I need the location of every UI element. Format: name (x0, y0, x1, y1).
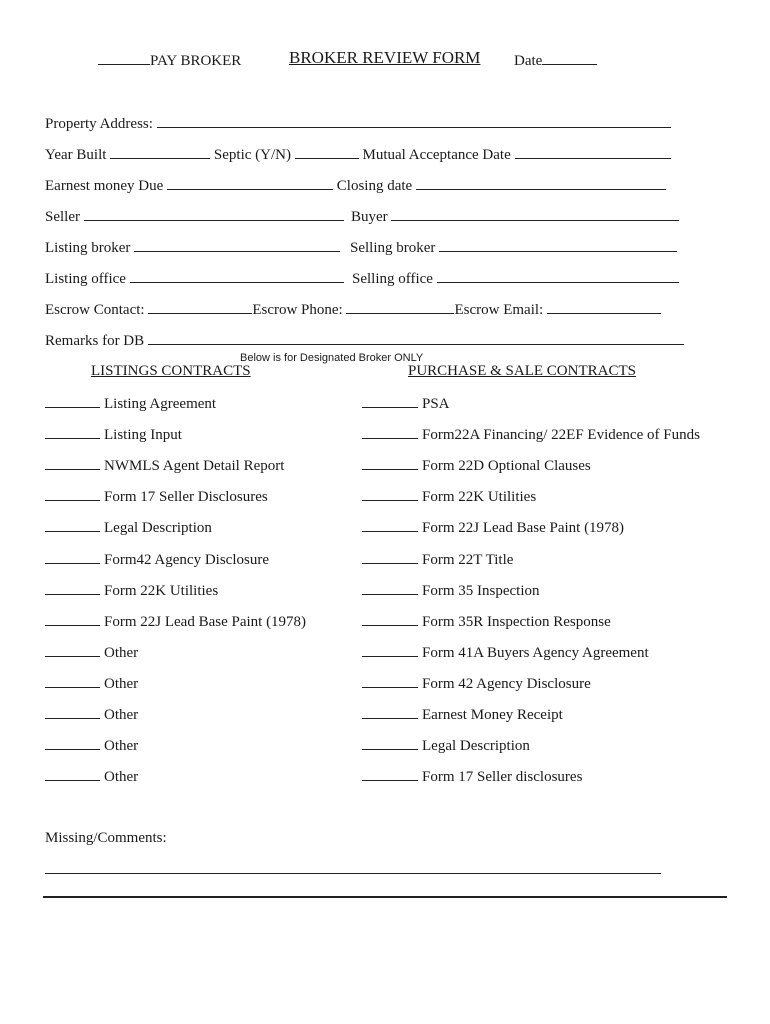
listing-checkoff-blank[interactable] (45, 736, 100, 750)
listing-item-label: Form 17 Seller Disclosures (104, 489, 268, 505)
purchase-checklist-row (362, 456, 591, 475)
selling-office-label: Selling office (352, 271, 433, 287)
escrow-contact-label: Escrow Contact: (45, 302, 145, 318)
purchase-item-label: Form 42 Agency Disclosure (422, 676, 591, 692)
listing-item-label: Other (104, 707, 139, 723)
purchase-checkoff-blank[interactable] (362, 518, 418, 532)
listing-checklist-row (45, 550, 269, 569)
listing-item-label: Form 22K Utilities (104, 583, 219, 599)
form-title: BROKER REVIEW FORM (289, 48, 481, 67)
purchase-sale-contracts-heading: PURCHASE & SALE CONTRACTS (408, 363, 636, 379)
purchase-checkoff-blank[interactable] (362, 674, 418, 688)
selling-office-field (352, 269, 679, 288)
listing-checklist-row (45, 425, 182, 444)
purchase-checklist-row (362, 767, 582, 786)
purchase-checklist-row (362, 612, 611, 631)
escrow-email-blank[interactable] (547, 300, 661, 314)
purchase-checklist-row (362, 674, 591, 693)
earnest-money-label: Earnest money Due (45, 178, 164, 194)
missing-comments-label: Missing/Comments: (45, 830, 167, 846)
purchase-item-label: Form 22D Optional Clauses (422, 458, 591, 474)
property-address-blank[interactable] (157, 114, 671, 128)
listing-checklist-row (45, 643, 138, 662)
escrow-row (45, 300, 661, 319)
purchase-checklist-row (362, 394, 450, 413)
pay-broker-blank[interactable] (98, 51, 150, 65)
listing-checkoff-blank[interactable] (45, 581, 100, 595)
listing-broker-field (45, 238, 340, 257)
listing-item-label: Other (104, 645, 139, 661)
listing-office-field (45, 269, 344, 288)
purchase-checklist-row (362, 643, 649, 662)
remarks-blank[interactable] (148, 331, 684, 345)
designated-broker-note: Below is for Designated Broker ONLY (240, 352, 424, 364)
listing-checklist-row (45, 581, 218, 600)
mutual-acceptance-blank[interactable] (515, 145, 671, 159)
listing-broker-blank[interactable] (134, 238, 340, 252)
listing-item-label: Other (104, 769, 139, 785)
listing-checklist-row (45, 456, 284, 475)
bottom-divider (43, 896, 727, 898)
listing-checklist-row (45, 705, 138, 724)
remarks-row (45, 331, 684, 350)
selling-broker-field (350, 238, 677, 257)
buyer-blank[interactable] (391, 207, 679, 221)
listing-checkoff-blank[interactable] (45, 456, 100, 470)
listing-checkoff-blank[interactable] (45, 705, 100, 719)
buyer-label: Buyer (351, 209, 388, 225)
seller-label: Seller (45, 209, 80, 225)
seller-field (45, 207, 344, 226)
purchase-checkoff-blank[interactable] (362, 643, 418, 657)
listing-item-label: Listing Agreement (104, 396, 217, 412)
listing-checkoff-blank[interactable] (45, 674, 100, 688)
purchase-checklist-row (362, 705, 563, 724)
property-address-row (45, 114, 671, 133)
septic-blank[interactable] (295, 145, 359, 159)
listing-broker-label: Listing broker (45, 240, 131, 256)
purchase-item-label: Form22A Financing/ 22EF Evidence of Funds (422, 427, 700, 443)
missing-comments-blank[interactable] (45, 860, 661, 874)
purchase-checkoff-blank[interactable] (362, 487, 418, 501)
earnest-money-blank[interactable] (167, 176, 333, 190)
listing-checklist-row (45, 674, 138, 693)
listing-checkoff-blank[interactable] (45, 425, 100, 439)
listing-checkoff-blank[interactable] (45, 394, 100, 408)
listing-checkoff-blank[interactable] (45, 643, 100, 657)
year-built-blank[interactable] (110, 145, 210, 159)
purchase-checklist-row (362, 736, 530, 755)
date-blank[interactable] (542, 51, 597, 65)
remarks-label: Remarks for DB (45, 333, 145, 349)
closing-date-blank[interactable] (416, 176, 666, 190)
pay-broker-field (98, 51, 241, 70)
purchase-checkoff-blank[interactable] (362, 456, 418, 470)
purchase-item-label: Form 22K Utilities (422, 489, 537, 505)
purchase-item-label: Legal Description (422, 738, 530, 754)
pay-broker-label: PAY BROKER (150, 53, 242, 69)
purchase-checkoff-blank[interactable] (362, 425, 418, 439)
purchase-checkoff-blank[interactable] (362, 736, 418, 750)
escrow-contact-blank[interactable] (148, 300, 252, 314)
purchase-checklist-row (362, 581, 540, 600)
listing-checkoff-blank[interactable] (45, 550, 100, 564)
listing-item-label: Legal Description (104, 520, 212, 536)
purchase-item-label: Form 22J Lead Base Paint (1978) (422, 520, 625, 536)
listing-checklist-row (45, 518, 212, 537)
seller-blank[interactable] (84, 207, 344, 221)
purchase-item-label: Form 17 Seller disclosures (422, 769, 583, 785)
purchase-checkoff-blank[interactable] (362, 705, 418, 719)
purchase-checkoff-blank[interactable] (362, 767, 418, 781)
listing-item-label: Other (104, 738, 139, 754)
purchase-item-label: Form 35R Inspection Response (422, 614, 611, 630)
purchase-item-label: Form 35 Inspection (422, 583, 540, 599)
purchase-checkoff-blank[interactable] (362, 550, 418, 564)
septic-label: Septic (Y/N) (213, 147, 291, 163)
selling-office-blank[interactable] (437, 269, 679, 283)
selling-broker-label: Selling broker (350, 240, 436, 256)
mutual-acceptance-label: Mutual Acceptance Date (362, 147, 511, 163)
escrow-phone-label: Escrow Phone: (252, 302, 343, 318)
listing-item-label: Listing Input (104, 427, 182, 443)
purchase-checklist-row (362, 518, 624, 537)
listing-checklist-row (45, 767, 138, 786)
escrow-phone-blank[interactable] (346, 300, 454, 314)
escrow-email-label: Escrow Email: (454, 302, 544, 318)
listing-checklist-row (45, 487, 268, 506)
listing-checkoff-blank[interactable] (45, 767, 100, 781)
listing-item-label: Form 22J Lead Base Paint (1978) (104, 614, 307, 630)
listing-checklist-row (45, 394, 216, 413)
listings-contracts-heading: LISTINGS CONTRACTS (91, 363, 251, 379)
listing-office-label: Listing office (45, 271, 126, 287)
purchase-checkoff-blank[interactable] (362, 581, 418, 595)
closing-date-label: Closing date (336, 178, 413, 194)
buyer-field (351, 207, 679, 226)
listing-checkoff-blank[interactable] (45, 487, 100, 501)
missing-comments-field[interactable] (45, 860, 661, 874)
year-built-label: Year Built (45, 147, 107, 163)
purchase-checklist-row (362, 550, 513, 569)
date-label: Date (514, 53, 543, 69)
listing-item-label: NWMLS Agent Detail Report (104, 458, 285, 474)
purchase-checklist-row (362, 425, 700, 444)
listing-office-blank[interactable] (130, 269, 344, 283)
purchase-item-label: PSA (422, 396, 450, 412)
listing-item-label: Other (104, 676, 139, 692)
listing-checklist-row (45, 612, 306, 631)
earnest-money-row (45, 176, 666, 195)
selling-broker-blank[interactable] (439, 238, 677, 252)
purchase-item-label: Form 41A Buyers Agency Agreement (422, 645, 649, 661)
listing-checkoff-blank[interactable] (45, 612, 100, 626)
year-built-row (45, 145, 671, 164)
date-field (514, 51, 597, 70)
listing-checkoff-blank[interactable] (45, 518, 100, 532)
purchase-item-label: Form 22T Title (422, 552, 514, 568)
purchase-checkoff-blank[interactable] (362, 612, 418, 626)
listing-checklist-row (45, 736, 138, 755)
property-address-label: Property Address: (45, 116, 153, 132)
listing-item-label: Form42 Agency Disclosure (104, 552, 269, 568)
purchase-item-label: Earnest Money Receipt (422, 707, 563, 723)
purchase-checkoff-blank[interactable] (362, 394, 418, 408)
purchase-checklist-row (362, 487, 536, 506)
